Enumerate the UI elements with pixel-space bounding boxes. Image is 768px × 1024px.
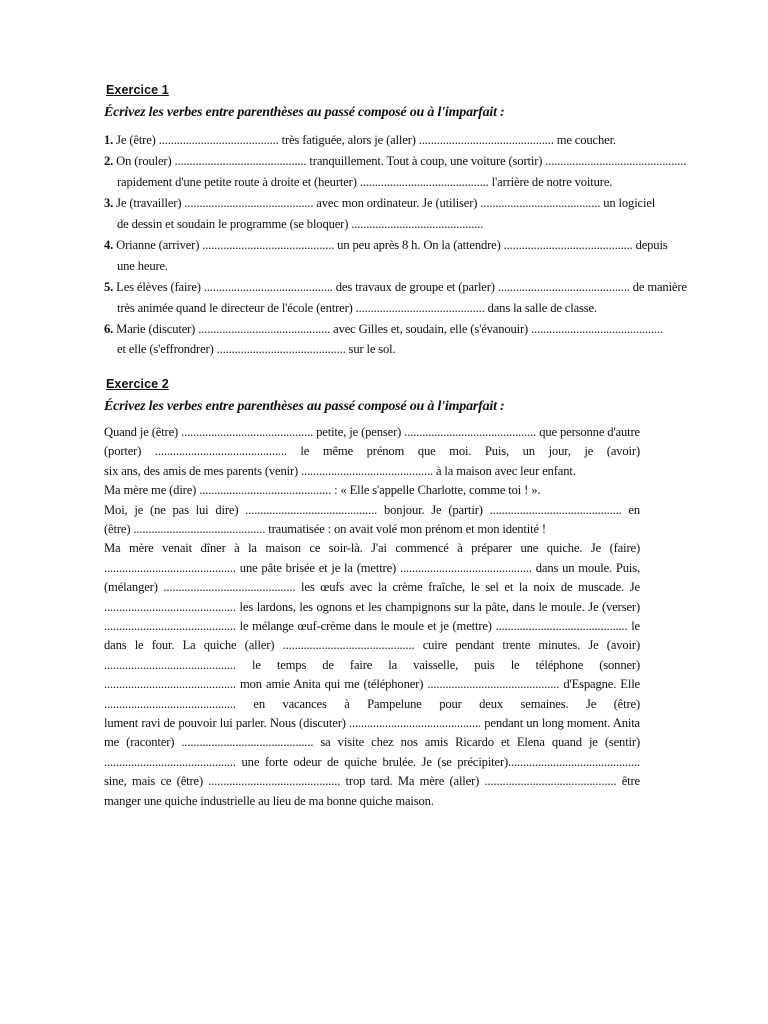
item-text: rapidement d'une petite route à droite et (heurter) ........................................... l'arrière de notre voiture. (117, 175, 613, 189)
item-text: et elle (s'effrondrer) ........................................... sur le sol. (117, 342, 396, 356)
exercise-1-instruction: Écrivez les verbes entre parenthèses au passé composé ou à l'imparfait : (104, 105, 505, 120)
exercise-1-line (117, 341, 637, 357)
exercise-2-line: (mélanger) ............................................ les œufs avec la crème fraîche, le sel et la noix de muscade. Je (104, 580, 640, 594)
exercise-2-instruction: Écrivez les verbes entre parenthèses au passé composé ou à l'imparfait : (104, 399, 505, 414)
item-text: Marie (discuter) ............................................ avec Gilles et, soudain, elle (s'évanouir) ............................................ (113, 322, 664, 336)
exercise-2-line: ............................................ une pâte brisée et je la (mettre) ............................................ dans un moule. Puis, (104, 561, 640, 575)
item-text: Orianne (arriver) ............................................ un peu après 8 h. On la (attendre) ........................................... depuis (113, 238, 668, 252)
exercise-1-line (117, 174, 637, 190)
item-text: Je (travailler) ........................................... avec mon ordinateur. Je (utiliser) ........................................ un logiciel (113, 196, 656, 210)
item-text: une heure. (117, 259, 168, 273)
exercise-2-line: ............................................ le temps de faire la vaisselle, puis le téléphone (sonner) (104, 658, 640, 672)
exercise-2-line: ............................................ en vacances à Pampelune pour deux semaines. Je (être) (104, 697, 640, 711)
exercise-2-line: six ans, des amis de mes parents (venir) ............................................ à la maison avec leur enfant. (104, 464, 576, 478)
exercise-2-line: dans le four. La quiche (aller) ............................................ cuire pendant trente minutes. Je (avoir) (104, 638, 640, 652)
exercise-1-heading: Exercice 1 (106, 83, 169, 97)
exercise-1-line (117, 216, 637, 232)
exercise-1-line (104, 195, 656, 211)
exercise-2-line: Ma mère venait dîner à la maison ce soir-là. J'ai commencé à préparer une quiche. Je (faire) (104, 541, 640, 555)
item-number: 1. (104, 133, 114, 147)
exercise-2-line: sine, mais ce (être) ............................................ trop tard. Ma mère (aller) ............................................ être (104, 774, 640, 788)
exercise-1-line (104, 321, 664, 337)
exercise-1-line (117, 258, 637, 274)
exercise-2-line: Quand je (être) ............................................ petite, je (penser) ............................................ que personne d'autre (104, 425, 640, 439)
item-number: 2. (104, 154, 114, 168)
item-number: 4. (104, 238, 114, 252)
item-text: Je (être) ........................................ très fatiguée, alors je (aller) ............................................. me coucher. (113, 133, 616, 147)
item-text: très animée quand le directeur de l'école (entrer) ........................................... dans la salle de classe. (117, 301, 597, 315)
exercise-2-line: ............................................ mon amie Anita qui me (téléphoner) ............................................ d'Espagne. Elle (104, 677, 640, 691)
exercise-2-line: (porter) ............................................ le même prénom que moi. Puis, un jour, je (avoir) (104, 444, 640, 458)
item-text: Les élèves (faire) ........................................... des travaux de groupe et (parler) ............................................ de manière (113, 280, 687, 294)
item-number: 6. (104, 322, 114, 336)
item-number: 5. (104, 280, 114, 294)
exercise-1-line (104, 279, 687, 295)
item-text: On (rouler) ............................................ tranquillement. Tout à coup, une voiture (sortir) ............................................... (113, 154, 687, 168)
exercise-2-line: me (raconter) ............................................ sa visite chez nos amis Ricardo et Elena quand je (sentir) (104, 735, 640, 749)
exercise-2-line: Moi, je (ne pas lui dire) ............................................ bonjour. Je (partir) ............................................ en (104, 503, 640, 517)
exercise-1-line (104, 132, 640, 148)
exercise-1-line (117, 300, 637, 316)
exercise-2-line: ............................................ une forte odeur de quiche brulée. Je (se précipiter)............................................ (104, 755, 640, 769)
exercise-1-line (104, 153, 687, 169)
exercise-2-line: lument ravi de pouvoir lui parler. Nous (discuter) ............................................ pendant un long moment. Anita (104, 716, 640, 730)
exercise-2-heading: Exercice 2 (106, 377, 169, 391)
exercise-2-line: ............................................ le mélange œuf-crème dans le moule et je (mettre) ............................................ le (104, 619, 640, 633)
exercise-2-line: ............................................ les lardons, les ognons et les champignons sur la pâte, dans le moule. Je (verser) (104, 600, 640, 614)
exercise-1-line (104, 237, 668, 253)
exercise-2-line: Ma mère me (dire) ............................................ : « Elle s'appelle Charlotte, comme toi ! ». (104, 483, 541, 497)
item-number: 3. (104, 196, 114, 210)
exercise-2-line: (être) ............................................ traumatisée : on avait volé mon prénom et mon identité ! (104, 522, 546, 536)
item-text: de dessin et soudain le programme (se bloquer) ............................................ (117, 217, 484, 231)
exercise-2-line: manger une quiche industrielle au lieu de ma bonne quiche maison. (104, 794, 434, 808)
